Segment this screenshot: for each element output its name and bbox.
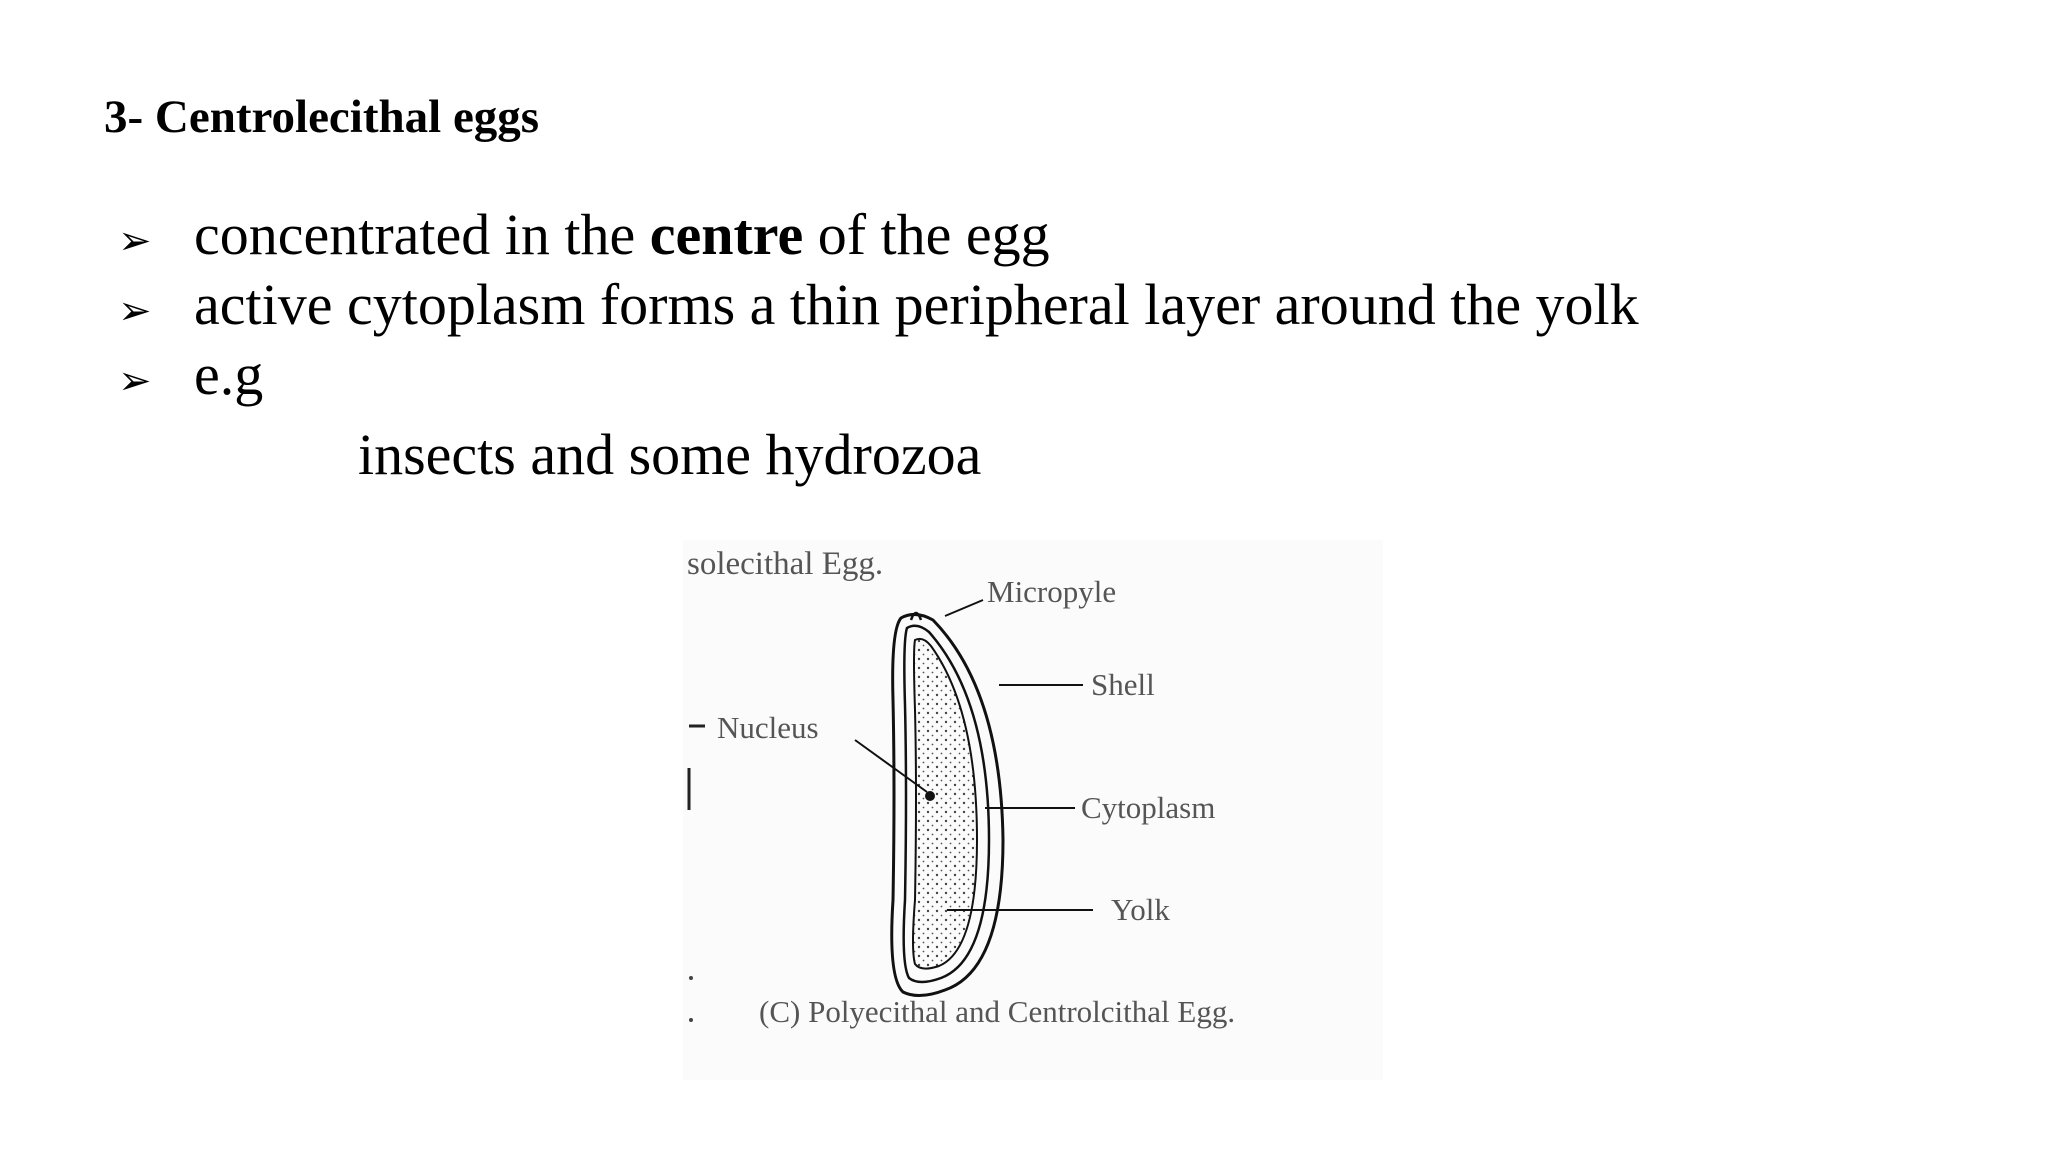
yolk-label: Yolk (1111, 892, 1170, 927)
arrow-bullet-icon: ➢ (118, 288, 152, 334)
bullet-text-bold: centre (649, 202, 804, 267)
yolk-region (913, 639, 977, 969)
figure-caption: (C) Polyecithal and Centrolcithal Egg. (759, 994, 1236, 1029)
arrow-bullet-icon: ➢ (118, 358, 152, 404)
cropped-margin-mark (689, 1018, 693, 1022)
micropyle-label: Micropyle (987, 574, 1117, 609)
cropped-top-label: solecithal Egg. (687, 546, 884, 582)
bullet-text-before: concentrated in the (194, 202, 650, 267)
cytoplasm-label: Cytoplasm (1081, 790, 1216, 825)
cropped-margin-mark (689, 976, 693, 980)
bullet-item-example (118, 340, 1639, 410)
bullet-text-after: of the egg (803, 202, 1050, 267)
bullet-item-cytoplasm (118, 270, 1639, 340)
bullet-item-centre (118, 200, 1639, 270)
arrow-bullet-icon: ➢ (118, 218, 152, 264)
slide-title: 3- Centrolecithal eggs (104, 91, 540, 143)
egg-diagram-svg (683, 540, 1383, 1080)
bullet-text: active cytoplasm forms a thin peripheral layer around the yolk (194, 272, 1639, 337)
example-text: insects and some hydrozoa (358, 422, 982, 487)
bullet-text (194, 200, 1050, 270)
bullet-list (118, 200, 1639, 410)
shell-label: Shell (1091, 667, 1155, 702)
bullet-text: e.g (194, 342, 264, 407)
egg-diagram (683, 540, 1383, 1080)
nucleus-label: Nucleus (717, 710, 819, 745)
micropyle-leader (945, 600, 983, 616)
